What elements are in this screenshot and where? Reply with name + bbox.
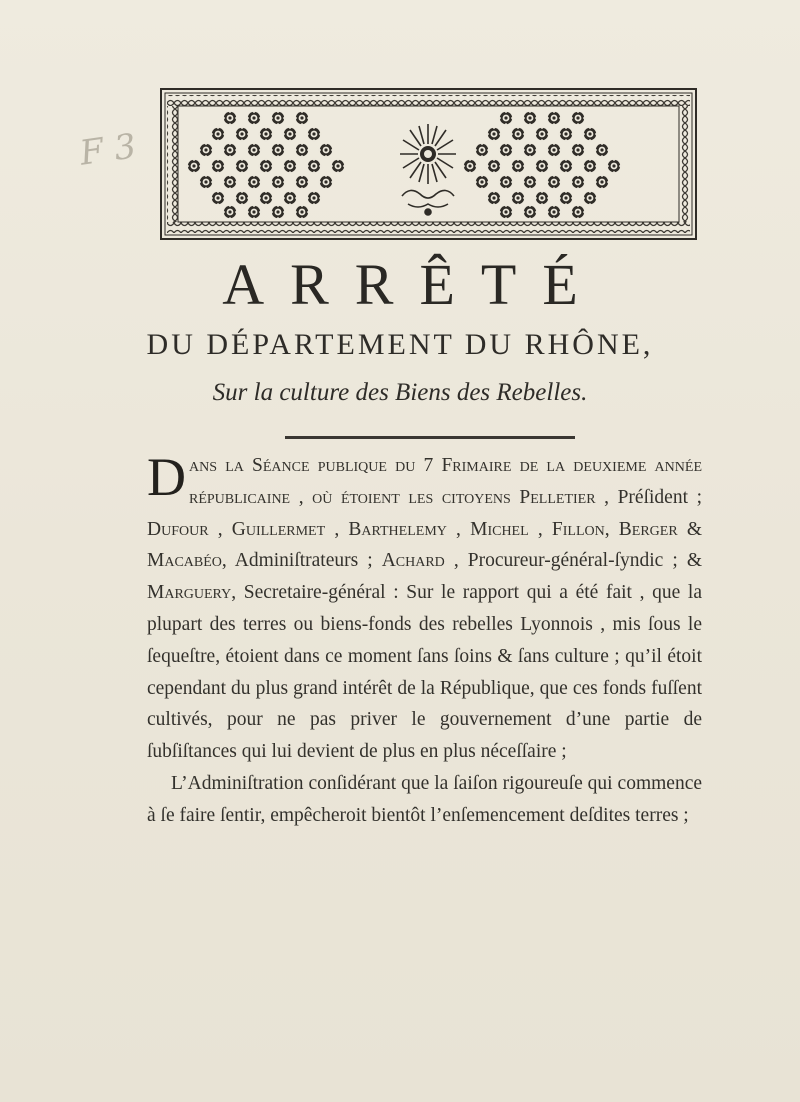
margin-note: F 3 (77, 126, 139, 174)
divider-rule (285, 436, 575, 439)
name-fillon: Fillon (551, 518, 605, 540)
text-segment: , Secretaire-général : Sur le rapport qui a été fait , que la plupart des terres ou biens-fonds des rebelles Lyonnois , mis ſous le ſequeſtre, étoient dans ce moment ſans ſoins & ſans culture ; qu’il étoit cependant du plus grand intérêt de la République, que ces fonds fuſſent cultivés, pour ne pas priver le gouvernement d’une partie de ſubſiſtances qui lui devient de plus en plus néceſſaire ; (147, 582, 702, 763)
text-segment: & (677, 518, 703, 540)
name-berger: Berger (618, 518, 678, 540)
name-achard: Achard (381, 550, 445, 572)
header-ornament (160, 88, 697, 240)
text-segment: ans la Séance publique du 7 Frimaire de la deuxieme année républicaine , où étoient les citoyens (189, 455, 702, 508)
text-segment: , (604, 518, 619, 540)
paragraph-1 (147, 447, 703, 768)
document-topic: Sur la culture des Biens des Rebelles. (212, 379, 588, 406)
name-michel: Michel (470, 518, 529, 540)
text-segment: , (208, 518, 232, 540)
name-macabeo: Macabéo (147, 550, 222, 572)
text-segment: , Préſident ; (595, 486, 702, 508)
name-pelletier: Pelletier (519, 486, 596, 508)
name-dufour: Dufour (147, 518, 209, 540)
name-marguery: Marguery (147, 582, 232, 604)
document-title: ARRÊTÉ (222, 252, 604, 317)
text-segment: , (528, 518, 552, 540)
text-segment: , Adminiſtrateurs ; (221, 550, 382, 572)
name-barthelemy: Barthelemy (348, 518, 447, 540)
name-guillermet: Guillermet (231, 518, 326, 540)
text-segment: , (446, 518, 471, 540)
text-segment: , (325, 518, 349, 540)
text-segment: , Procureur-général-ſyndic ; & (444, 550, 702, 572)
document-body (147, 447, 703, 832)
document-subtitle: DU DÉPARTEMENT DU RHÔNE, (146, 328, 654, 361)
paragraph-2: L’Adminiſtration conſidérant que la ſaiſon rigoureuſe qui commence à ſe faire ſentir, empêcheroit bientôt l’enſemencement deſdites terres ; (147, 772, 702, 826)
drop-cap: D (147, 447, 186, 507)
